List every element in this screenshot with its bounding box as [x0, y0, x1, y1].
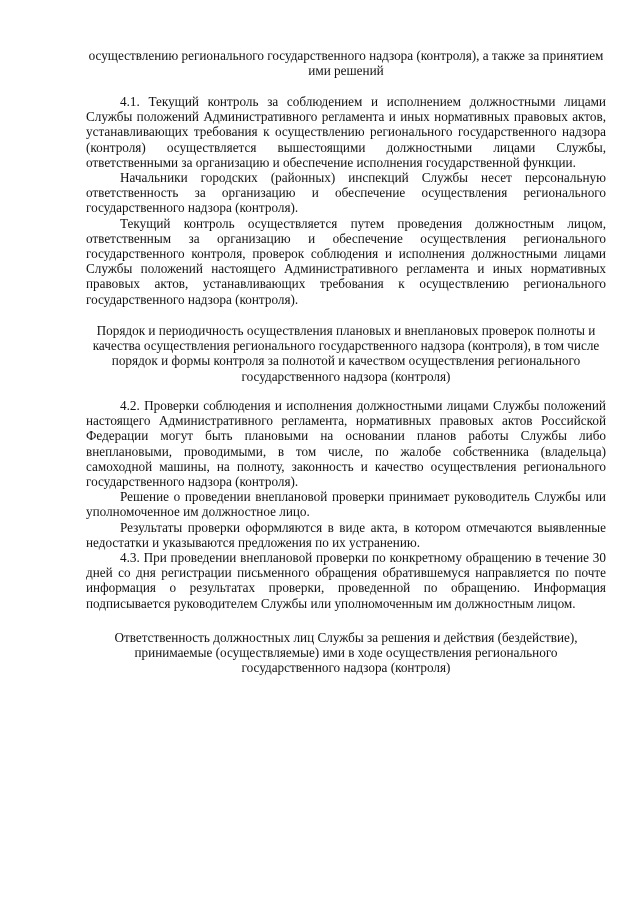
paragraph-4-1: 4.1. Текущий контроль за соблюдением и исполнением должностными лицами Службы положений Административного регламента и иных нормативных правовых актов, устанавливающих требования к осуществлению регионального государственного надзора (контроля) осуществляется вышестоящими должностными лицами Службы, ответственными за организацию и обеспечение исполнения государственной функции. [86, 94, 606, 170]
paragraph-inspection-results: Результаты проверки оформляются в виде акта, в котором отмечаются выявленные недостатки и указываются предложения по их устранению. [86, 519, 606, 550]
paragraph-current-control-method: Текущий контроль осуществляется путем проведения должностным лицом, ответственным за организацию и обеспечение осуществления регионального государственного контроля, проверок соблюдения и исполнения должностными лицами Службы положений настоящего Административного регламента и иных нормативных правовых актов, устанавливающих требования к осуществлению регионального государственного надзора (контроля). [86, 215, 606, 307]
paragraph-inspection-heads: Начальники городских (районных) инспекций Службы несет персональную ответственность за организацию и обеспечение осуществления регионального государственного надзора (контроля). [86, 170, 606, 216]
paragraph-4-2: 4.2. Проверки соблюдения и исполнения должностными лицами Службы положений настоящего Административного регламента, нормативных правовых актов Российской Федерации могут быть плановыми на основании планов работы Службы либо внеплановыми, проводимыми, в том числе, по жалобе собственника (владельца) самоходной машины, на полноту, законность и качество осуществления регионального государственного надзора (контроля). [86, 398, 606, 490]
section-heading-continued: осуществлению регионального государственного надзора (контроля), а также за принятием ими решений [88, 48, 604, 79]
section-body-inspections [86, 398, 606, 611]
paragraph-4-3: 4.3. При проведении внеплановой проверки по конкретному обращению в течение 30 дней со дня регистрации письменного обращения обратившемуся направляется по почте информация о результатах проверки, проведенной по обращению. Информация подписывается руководителем Службы или уполномоченным им должностным лицом. [86, 550, 606, 611]
section-heading-inspections: Порядок и периодичность осуществления плановых и внеплановых проверок полноты и качества осуществления регионального государственного надзора (контроля), в том числе порядок и формы контроля за полнотой и качеством осуществления регионального государственного надзора (контроля) [92, 323, 600, 384]
paragraph-unscheduled-decision: Решение о проведении внеплановой проверки принимает руководитель Службы или уполномоченное им должностное лицо. [86, 489, 606, 520]
section-body-current-control [86, 94, 606, 307]
section-heading-responsibility: Ответственность должностных лиц Службы за решения и действия (бездействие), принимаемые (осуществляемые) ими в ходе осуществления регионального государственного надзора (контроля) [114, 630, 578, 676]
